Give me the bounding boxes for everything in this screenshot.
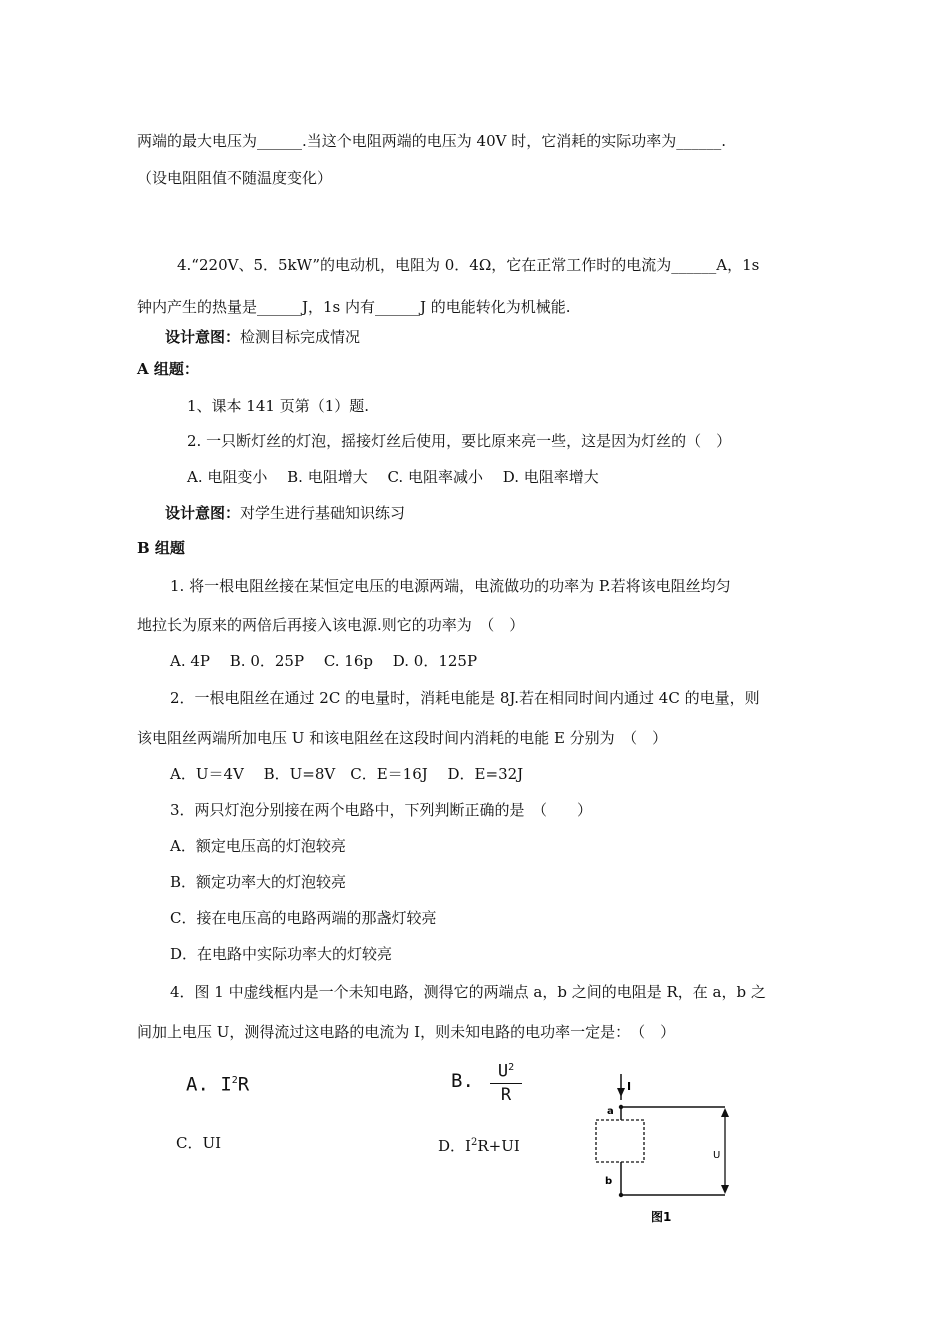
voltage-label: U [713,1150,721,1161]
design-intent-text: 对学生进行基础知识练习 [240,504,406,522]
group-b-question-3: 3．两只灯泡分别接在两个电路中，下列判断正确的是 （ ） [170,801,593,819]
unknown-circuit-box [596,1120,644,1162]
group-b-question-2-line2: 该电阻丝两端所加电压 U 和该电阻丝在这段时间内消耗的电能 E 分别为 （ ） [137,729,668,747]
group-b-question-2-line1: 2．一根电阻丝在通过 2C 的电量时，消耗电能是 8J.若在相同时间内通过 4C 的电量，则 [170,689,760,707]
figure-caption: 图1 [651,1210,672,1224]
numerator-sup: 2 [508,1062,515,1073]
group-b-question-2-options: A．U＝4V B．U=8V C．E＝16J D．E=32J [170,765,524,783]
group-b-question-3-option-c: C．接在电压高的电路两端的那盏灯较亮 [170,909,437,927]
current-label: I [627,1080,632,1093]
option-a-suffix: R [237,1073,250,1096]
design-intent-label: 设计意图： [165,504,241,522]
question-4-text-line2: 钟内产生的热量是______J，1s 内有______J 的电能转化为机械能. [137,298,571,316]
group-b-question-1-line1: 1. 将一根电阻丝接在某恒定电压的电源两端，电流做功的功率为 P.若将该电阻丝均匀 [170,577,731,595]
voltage-arrow-head-top [721,1108,729,1117]
option-a-sup: 2 [231,1075,238,1086]
option-a-prefix: A. I [186,1073,232,1096]
group-a-title: A 组题： [137,360,199,378]
option-b-fraction [486,1058,526,1105]
group-b-question-3-option-d: D．在电路中实际功率大的灯较亮 [170,945,393,963]
group-b-question-1-line2: 地拉长为原来的两倍后再接入该电源.则它的功率为 （ ） [137,616,525,634]
option-b-denominator: R [500,1084,512,1105]
question-3-text-line2: （设电阻阻值不随温度变化） [137,169,333,187]
group-b-question-4-line1: 4．图 1 中虚线框内是一个未知电路，测得它的两端点 a，b 之间的电阻是 R，在 a，b 之 [170,983,766,1001]
circuit-figure [585,1070,745,1230]
node-a-label: a [607,1106,614,1117]
node-b-label: b [605,1176,613,1187]
option-d-formula [438,1133,520,1156]
option-b-prefix: B. [451,1070,474,1092]
option-d-sup: 2 [470,1137,478,1148]
group-a-question-2: 2. 一只断灯丝的灯泡，摇接灯丝后使用，要比原来亮一些，这是因为灯丝的（ ） [187,432,732,450]
group-a-question-1: 1、课本 141 页第（1）题. [187,397,370,415]
option-d-suffix: R+UI [477,1137,520,1155]
design-intent-label: 设计意图： [165,328,241,346]
numerator-base: U [497,1061,509,1082]
design-intent-text: 检测目标完成情况 [240,328,361,346]
question-3-text-line1: 两端的最大电压为______.当这个电阻两端的电压为 40V 时，它消耗的实际功率为______. [137,132,726,150]
group-a-question-2-options: A. 电阻变小 B. 电阻增大 C. 电阻率减小 D. 电阻率增大 [187,468,599,486]
current-arrow-head [617,1088,625,1097]
group-b-title: B 组题 [137,539,185,557]
group-b-question-4-line2: 间加上电压 U，测得流过这电路的电流为 I，则未知电路的电功率一定是： （ ） [137,1023,676,1041]
design-intent-2 [165,503,405,523]
option-a-formula [186,1071,249,1094]
option-c: C．UI [176,1134,222,1152]
option-d-prefix: D．I [438,1137,471,1155]
group-b-question-3-option-a: A．额定电压高的灯泡较亮 [170,837,346,855]
group-b-question-3-option-b: B．额定功率大的灯泡较亮 [170,873,347,891]
option-b-numerator [486,1058,526,1082]
design-intent-1 [165,327,360,347]
voltage-arrow-head-bottom [721,1185,729,1194]
fraction-bar [490,1083,522,1084]
question-4-text-line1: 4.“220V、5．5kW”的电动机，电阻为 0．4Ω，它在正常工作时的电流为______A，1s [177,256,760,274]
group-b-question-1-options: A. 4P B. 0．25P C. 16p D. 0．125P [170,652,478,670]
